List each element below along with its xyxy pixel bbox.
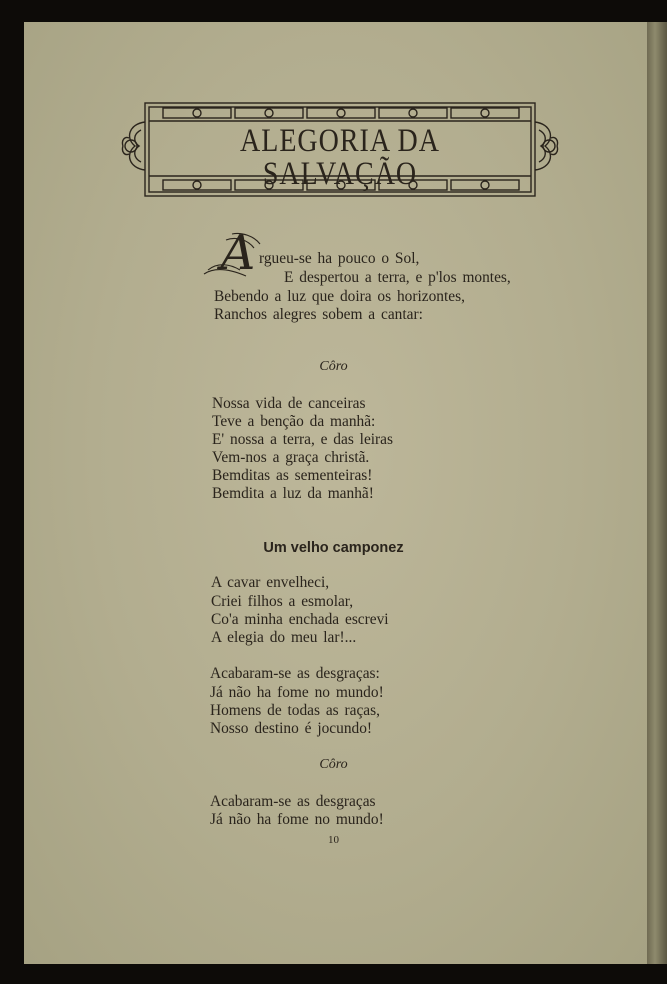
verse-line: Vem-nos a graça christã.: [212, 449, 370, 466]
verse-line: Bemdita a luz da manhã!: [212, 485, 374, 502]
verse-line: Nosso destino é jocundo!: [210, 720, 373, 737]
verse-line: Criei filhos a esmolar,: [211, 593, 354, 610]
verse-line: Bemditas as sementeiras!: [212, 467, 373, 484]
verse-line: E despertou a terra, e p'los montes,: [284, 269, 511, 286]
title-frame: [121, 82, 559, 198]
verse-line: Acabaram-se as desgraças: [210, 793, 376, 810]
chorus-label: Côro: [319, 757, 348, 772]
verse-line: Teve a benção da manhã:: [212, 413, 376, 430]
verse-line: Acabaram-se as desgraças:: [210, 665, 380, 682]
verse-line: Homens de todas as raças,: [210, 702, 380, 719]
verse-line: Nossa vida de canceiras: [212, 395, 366, 412]
verse-line: Bebendo a luz que doira os horizontes,: [214, 288, 465, 305]
drop-cap-letter: A: [220, 225, 256, 281]
verse-line: rgueu-se ha pouco o Sol,: [259, 250, 420, 267]
chorus-label: Côro: [319, 359, 348, 374]
verse-line: Ranchos alegres sobem a cantar:: [214, 306, 423, 323]
verse-line: Co'a minha enchada escrevi: [211, 611, 389, 628]
verse-line: A cavar envelheci,: [211, 574, 330, 591]
verse-line: A elegia do meu lar!...: [211, 629, 357, 646]
section-subtitle: Um velho camponez: [263, 540, 404, 556]
facing-page-edge: [647, 22, 667, 964]
drop-cap: [202, 225, 264, 281]
verse-line: Já não ha fome no mundo!: [210, 684, 384, 701]
verse-line: Já não ha fome no mundo!: [210, 811, 384, 828]
verse-line: E' nossa a terra, e das leiras: [212, 431, 394, 448]
page-title: ALEGORIA DA SALVAÇÃO: [240, 122, 440, 193]
page-number: 10: [328, 834, 339, 846]
